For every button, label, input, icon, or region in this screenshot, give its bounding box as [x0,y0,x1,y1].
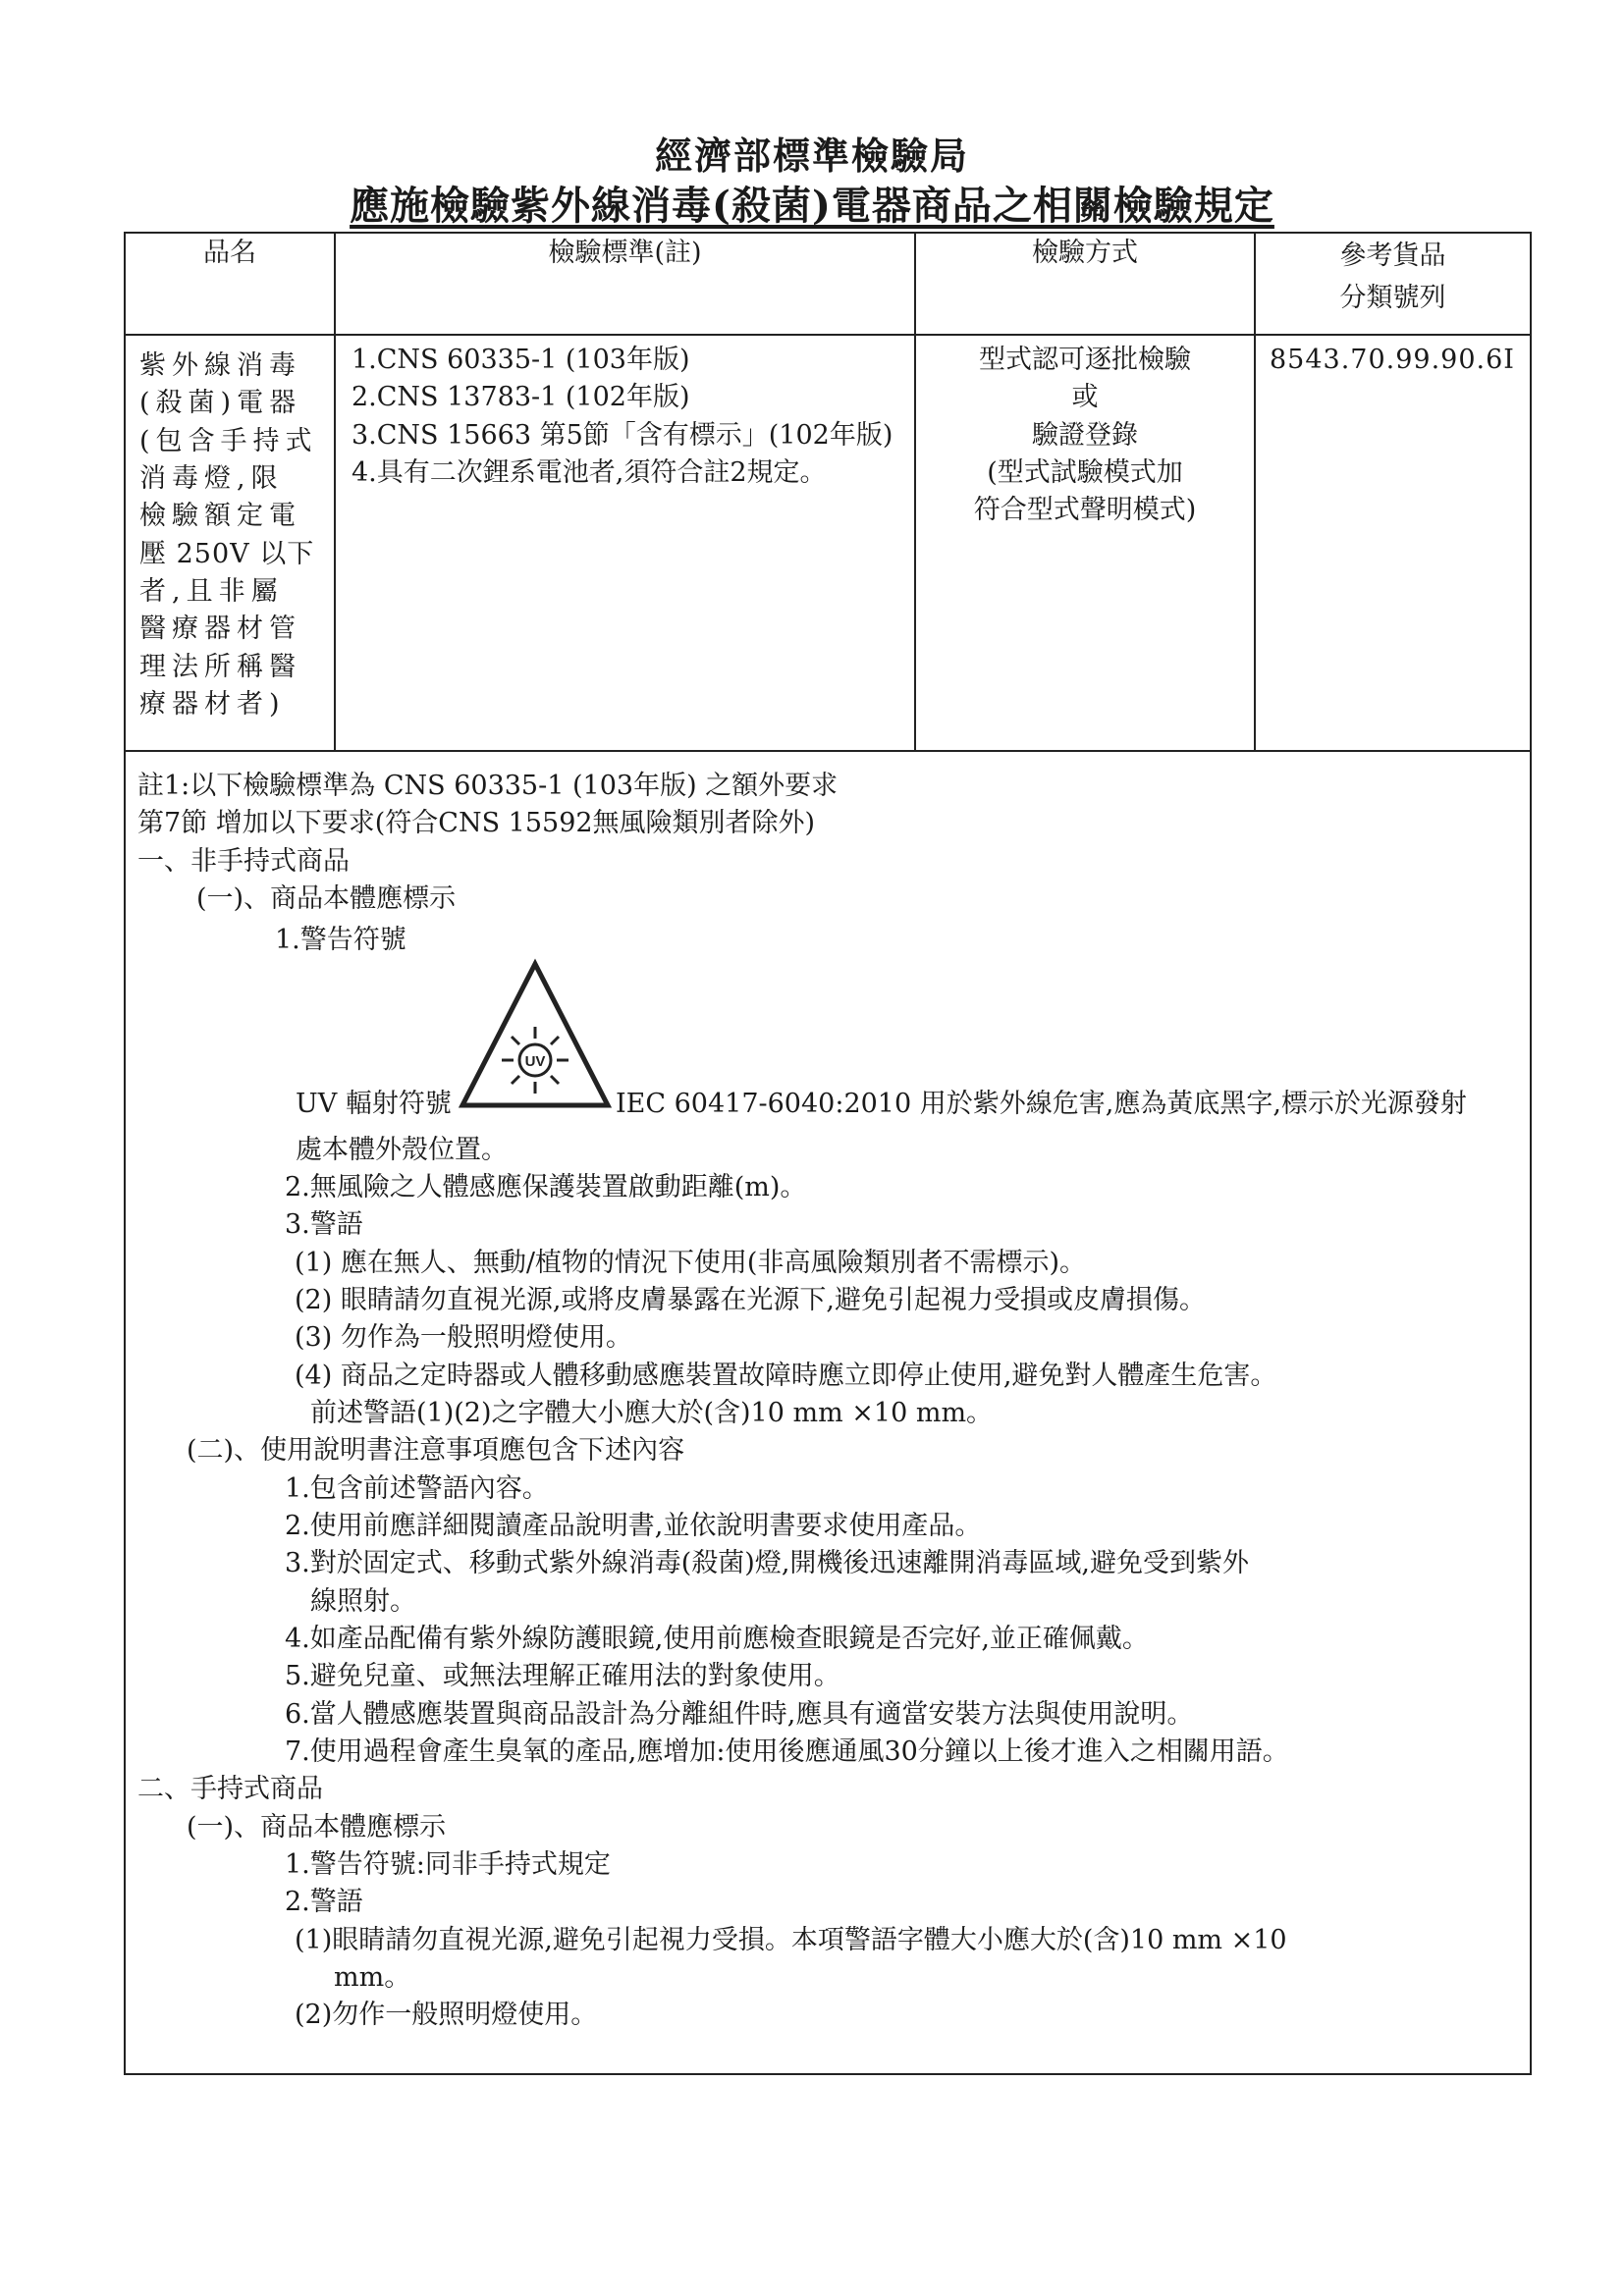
uv-symbol-row [137,960,1520,1132]
product-line: 醫療器材管 [139,614,301,645]
method-line: 符合型式聲明模式) [973,495,1197,526]
document-title: 應施檢驗紫外線消毒(殺菌)電器商品之相關檢驗規定 [350,183,1274,229]
warning-3: (3) 勿作為一般照明燈使用。 [295,1322,632,1354]
product-line: 消毒燈,限 [139,462,284,494]
agency-title: 經濟部標準檢驗局 [654,133,969,178]
warning-1: (1) 應在無人、無動/植物的情況下使用(非高風險類別者不需標示)。 [295,1247,1086,1278]
product-line: 紫外線消毒 [139,350,301,381]
notes-row [125,751,1531,2074]
warning-2: (2) 眼睛請勿直視光源,或將皮膚暴露在光源下,避免引起視力受損或皮膚損傷。 [295,1284,1206,1315]
method-line: 型式認可逐批檢驗 [979,345,1191,375]
warning-4: (4) 商品之定時器或人體移動感應裝置故障時應立即停止使用,避免對人體產生危害。 [295,1360,1277,1391]
product-line: 者,且非屬 [139,575,284,607]
uv-icon-text: UV [524,1052,546,1070]
manual-item-3-cont: 線照射。 [310,1585,416,1617]
header-code [1255,233,1531,335]
manual-item-6: 6.當人體感應裝置與商品設計為分離組件時,應具有適當安裝方法與使用說明。 [285,1698,1194,1730]
header-code-line2: 分類號列 [1339,283,1446,314]
item-warnings: 3.警語 [285,1209,363,1241]
uv-symbol-description-cont: 處本體外殼位置。 [296,1134,508,1165]
method-line: 或 [1071,382,1099,413]
handheld-warning-2: (2)勿作一般照明燈使用。 [295,2000,598,2031]
section-handheld: 二、手持式商品 [137,1774,323,1805]
standard-item: 4.具有二次鋰系電池者,須符合註2規定。 [352,456,827,488]
standard-item: 2.CNS 13783-1 (102年版) [352,382,690,413]
header-standard: 檢驗標準(註) [335,233,915,335]
standard-item: 1.CNS 60335-1 (103年版) [352,345,690,375]
spec-table [124,232,1532,2075]
subsection-manual: (二)、使用說明書注意事項應包含下述內容 [187,1435,685,1467]
uv-symbol-label: UV 輻射符號 [296,1088,452,1119]
method-line: (型式試驗模式加 [987,456,1183,488]
product-line: 理法所稱醫 [139,651,301,682]
product-line: 療器材者) [139,688,286,720]
method-line: 驗證登錄 [1032,419,1138,451]
subsection-handheld-marking: (一)、商品本體應標示 [187,1811,447,1842]
note-section-7: 第7節 增加以下要求(符合CNS 15592無風險類別者除外) [137,808,816,839]
table-row [125,335,1531,751]
handheld-warning-1-cont: mm。 [334,1961,411,1993]
product-line: (包含手持式 [139,425,318,456]
method-cell [915,335,1255,751]
product-line: 壓 250V 以下 [139,538,315,569]
manual-item-2: 2.使用前應詳細閱讀產品說明書,並依說明書要求使用產品。 [285,1510,982,1541]
manual-item-5: 5.避免兒童、或無法理解正確用法的對象使用。 [285,1661,840,1692]
standard-item: 3.CNS 15663 第5節「含有標示」(102年版) [352,419,893,451]
product-line: (殺菌)電器 [139,388,302,419]
notes-cell [125,751,1531,2074]
manual-item-4: 4.如產品配備有紫外線防護眼鏡,使用前應檢查眼鏡是否完好,並正確佩戴。 [285,1623,1149,1654]
section-non-handheld: 一、非手持式商品 [137,845,350,877]
standards-cell [335,335,915,751]
header-code-line1: 參考貨品 [1339,240,1446,271]
handheld-item-warnings: 2.警語 [285,1887,363,1918]
code-cell: 8543.70.99.90.6I [1255,335,1531,751]
note-1: 註1:以下檢驗標準為 CNS 60335-1 (103年版) 之額外要求 [137,771,839,801]
item-sensor-distance: 2.無風險之人體感應保護裝置啟動距離(m)。 [285,1171,807,1202]
item-warning-symbol: 1.警告符號 [275,925,406,956]
manual-item-3: 3.對於固定式、移動式紫外線消毒(殺菌)燈,開機後迅速離開消毒區域,避免受到紫外 [285,1548,1249,1579]
header-product-name: 品名 [125,233,335,335]
product-line: 檢驗額定電 [139,501,301,532]
manual-item-1: 1.包含前述警語內容。 [285,1472,549,1504]
uv-symbol-description: IEC 60417-6040:2010 用於紫外線危害,應為黃底黑字,標示於光源發射 [616,1088,1467,1119]
handheld-item-symbol: 1.警告符號:同非手持式規定 [285,1848,611,1880]
warning-font-size: 前述警語(1)(2)之字體大小應大於(含)10 mm ×10 mm。 [310,1397,994,1428]
manual-item-7: 7.使用過程會產生臭氧的產品,應增加:使用後應通風30分鐘以上後才進入之相關用語。 [285,1735,1289,1767]
subsection-body-marking: (一)、商品本體應標示 [196,882,457,914]
handheld-warning-1: (1)眼睛請勿直視光源,避免引起視力受損。本項警語字體大小應大於(含)10 mm ×10 [295,1924,1287,1955]
table-header-row [125,233,1531,335]
header-method: 檢驗方式 [915,233,1255,335]
uv-warning-icon [457,958,614,1115]
product-name-cell [125,335,335,751]
